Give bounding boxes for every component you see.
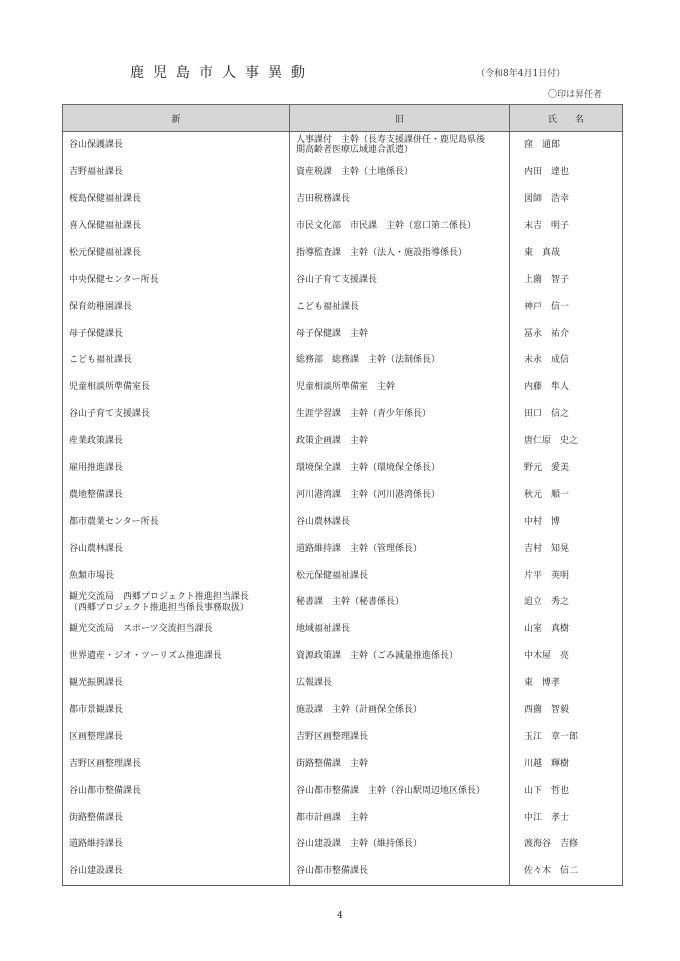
table-row bbox=[63, 240, 623, 267]
promotion-legend: 〇印は昇任者 bbox=[548, 90, 603, 100]
new-position-cell: 吉野区画整理課長 bbox=[63, 750, 290, 777]
document-title: 鹿児島市人事異動 bbox=[130, 65, 314, 81]
old-position-cell: 谷山農林課長 bbox=[290, 508, 510, 535]
employee-name-cell: 吉村 知晃 bbox=[510, 535, 623, 562]
new-position-cell: 谷山子育て支援課長 bbox=[63, 401, 290, 428]
new-position-cell: 保育幼稚園課長 bbox=[63, 293, 290, 320]
new-position-cell: こども福祉課長 bbox=[63, 347, 290, 374]
table-row bbox=[63, 750, 623, 777]
old-position-cell: 道路維持課 主幹（管理係長） bbox=[290, 535, 510, 562]
table-row bbox=[63, 428, 623, 455]
employee-name-cell: 片平 英明 bbox=[510, 562, 623, 589]
old-position-cell: 環境保全課 主幹（環境保全係長） bbox=[290, 455, 510, 482]
new-position-cell: 松元保健福祉課長 bbox=[63, 240, 290, 267]
table-row bbox=[63, 562, 623, 589]
table-row bbox=[63, 347, 623, 374]
employee-name-cell: 中木屋 亮 bbox=[510, 643, 623, 670]
table-row bbox=[63, 804, 623, 831]
old-position-cell: 谷山建設課 主幹（維持係長） bbox=[290, 831, 510, 858]
old-position-cell: 資源政策課 主幹（ごみ減量推進係長） bbox=[290, 643, 510, 670]
old-position-cell: 河川港湾課 主幹（河川港湾係長） bbox=[290, 482, 510, 509]
old-position-cell: 地域福祉課長 bbox=[290, 616, 510, 643]
table-row bbox=[63, 132, 623, 159]
table-row bbox=[63, 320, 623, 347]
new-position-cell: 魚類市場長 bbox=[63, 562, 290, 589]
table-row bbox=[63, 293, 623, 320]
employee-name-cell: 田口 信之 bbox=[510, 401, 623, 428]
employee-name-cell: 山下 哲也 bbox=[510, 777, 623, 804]
employee-name-cell: 野元 愛美 bbox=[510, 455, 623, 482]
effective-date: （令和8年4月1日付） bbox=[476, 69, 566, 79]
old-position-cell: 吉田税務課長 bbox=[290, 186, 510, 213]
new-position-cell: 街路整備課長 bbox=[63, 804, 290, 831]
table-row bbox=[63, 374, 623, 401]
employee-name-cell: 上薗 智子 bbox=[510, 266, 623, 293]
old-position-cell: 指導監査課 主幹（法人・施設指導係長） bbox=[290, 240, 510, 267]
personnel-table bbox=[62, 104, 623, 886]
new-position-cell: 農地整備課長 bbox=[63, 482, 290, 509]
old-position-cell: 松元保健福祉課長 bbox=[290, 562, 510, 589]
table-row bbox=[63, 724, 623, 751]
header-new: 新 bbox=[63, 105, 290, 132]
header-name: 氏 名 bbox=[510, 105, 623, 132]
old-position-cell: 総務部 総務課 主幹（法制係長） bbox=[290, 347, 510, 374]
employee-name-cell: 秋元 順一 bbox=[510, 482, 623, 509]
old-position-cell: 資産税課 主幹（土地係長） bbox=[290, 159, 510, 186]
table-row bbox=[63, 186, 623, 213]
new-position-cell: 都市農業センター所長 bbox=[63, 508, 290, 535]
table-row bbox=[63, 482, 623, 509]
employee-name-cell: 末吉 明子 bbox=[510, 213, 623, 240]
employee-name-cell: 川越 輝樹 bbox=[510, 750, 623, 777]
employee-name-cell: 内田 達也 bbox=[510, 159, 623, 186]
table-row bbox=[63, 266, 623, 293]
employee-name-cell: 渡海谷 吉修 bbox=[510, 831, 623, 858]
employee-name-cell: 内藤 隼人 bbox=[510, 374, 623, 401]
old-position-cell: 母子保健課 主幹 bbox=[290, 320, 510, 347]
table-row bbox=[63, 401, 623, 428]
old-position-cell: こども福祉課長 bbox=[290, 293, 510, 320]
employee-name-cell: 冨永 祐介 bbox=[510, 320, 623, 347]
table-row bbox=[63, 535, 623, 562]
page-number: 4 bbox=[337, 911, 343, 921]
old-position-cell: 都市計画課 主幹 bbox=[290, 804, 510, 831]
old-position-cell: 谷山都市整備課 主幹（谷山駅周辺地区係長） bbox=[290, 777, 510, 804]
new-position-cell: 児童相談所準備室長 bbox=[63, 374, 290, 401]
new-position-cell: 観光振興課長 bbox=[63, 670, 290, 697]
employee-name-cell: 中江 孝士 bbox=[510, 804, 623, 831]
new-position-cell: 都市景観課長 bbox=[63, 697, 290, 724]
table-row bbox=[63, 455, 623, 482]
old-position-cell: 児童相談所準備室 主幹 bbox=[290, 374, 510, 401]
table-row bbox=[63, 858, 623, 885]
table-row bbox=[63, 670, 623, 697]
old-position-cell: 市民文化部 市民課 主幹（窓口第二係長） bbox=[290, 213, 510, 240]
employee-name-cell: 玉江 章一郎 bbox=[510, 724, 623, 751]
table-row bbox=[63, 213, 623, 240]
old-position-cell: 広報課長 bbox=[290, 670, 510, 697]
table-row bbox=[63, 697, 623, 724]
old-position-cell: 生涯学習課 主幹（青少年係長） bbox=[290, 401, 510, 428]
new-position-cell: 吉野福祉課長 bbox=[63, 159, 290, 186]
new-position-cell: 喜入保健福祉課長 bbox=[63, 213, 290, 240]
employee-name-cell: 窪 通郎 bbox=[510, 132, 623, 159]
new-position-cell: 道路維持課長 bbox=[63, 831, 290, 858]
new-position-cell: 谷山農林課長 bbox=[63, 535, 290, 562]
new-position-cell: 母子保健課長 bbox=[63, 320, 290, 347]
old-position-cell: 吉野区画整理課長 bbox=[290, 724, 510, 751]
employee-name-cell: 西薗 智毅 bbox=[510, 697, 623, 724]
header-old: 旧 bbox=[290, 105, 510, 132]
table-header-row bbox=[63, 105, 623, 132]
table-row bbox=[63, 643, 623, 670]
old-position-cell: 谷山子育て支援課長 bbox=[290, 266, 510, 293]
table-body bbox=[63, 132, 623, 886]
employee-name-cell: 山室 真樹 bbox=[510, 616, 623, 643]
new-position-cell: 区画整理課長 bbox=[63, 724, 290, 751]
old-position-cell: 街路整備課 主幹 bbox=[290, 750, 510, 777]
new-position-cell: 世界遺産・ジオ・ツーリズム推進課長 bbox=[63, 643, 290, 670]
employee-name-cell: 末永 成信 bbox=[510, 347, 623, 374]
employee-name-cell: 追立 秀之 bbox=[510, 589, 623, 616]
old-position-cell: 谷山都市整備課長 bbox=[290, 858, 510, 885]
table-row bbox=[63, 508, 623, 535]
employee-name-cell: 神戸 信一 bbox=[510, 293, 623, 320]
employee-name-cell: 佐々木 信二 bbox=[510, 858, 623, 885]
old-position-cell: 政策企画課 主幹 bbox=[290, 428, 510, 455]
new-position-cell: 谷山保護課長 bbox=[63, 132, 290, 159]
old-position-cell: 人事課付 主幹（長寿支援課併任・鹿児島県後 期高齢者医療広域連合派遣） bbox=[290, 132, 510, 159]
employee-name-cell: 図師 浩幸 bbox=[510, 186, 623, 213]
old-position-cell: 秘書課 主幹（秘書係長） bbox=[290, 589, 510, 616]
table-row bbox=[63, 589, 623, 616]
new-position-cell: 谷山建設課長 bbox=[63, 858, 290, 885]
table-row bbox=[63, 616, 623, 643]
employee-name-cell: 唐仁原 史之 bbox=[510, 428, 623, 455]
table-row bbox=[63, 159, 623, 186]
table-row bbox=[63, 831, 623, 858]
table-row bbox=[63, 777, 623, 804]
new-position-cell: 中央保健センター所長 bbox=[63, 266, 290, 293]
employee-name-cell: 中村 博 bbox=[510, 508, 623, 535]
new-position-cell: 谷山都市整備課長 bbox=[63, 777, 290, 804]
new-position-cell: 桜島保健福祉課長 bbox=[63, 186, 290, 213]
employee-name-cell: 東 真哉 bbox=[510, 240, 623, 267]
employee-name-cell: 東 博孝 bbox=[510, 670, 623, 697]
new-position-cell: 観光交流局 スポーツ交流担当課長 bbox=[63, 616, 290, 643]
new-position-cell: 雇用推進課長 bbox=[63, 455, 290, 482]
new-position-cell: 産業政策課長 bbox=[63, 428, 290, 455]
old-position-cell: 施設課 主幹（計画保全係長） bbox=[290, 697, 510, 724]
new-position-cell: 観光交流局 西郷プロジェクト推進担当課長 （西郷プロジェクト推進担当係長事務取扱） bbox=[63, 589, 290, 616]
